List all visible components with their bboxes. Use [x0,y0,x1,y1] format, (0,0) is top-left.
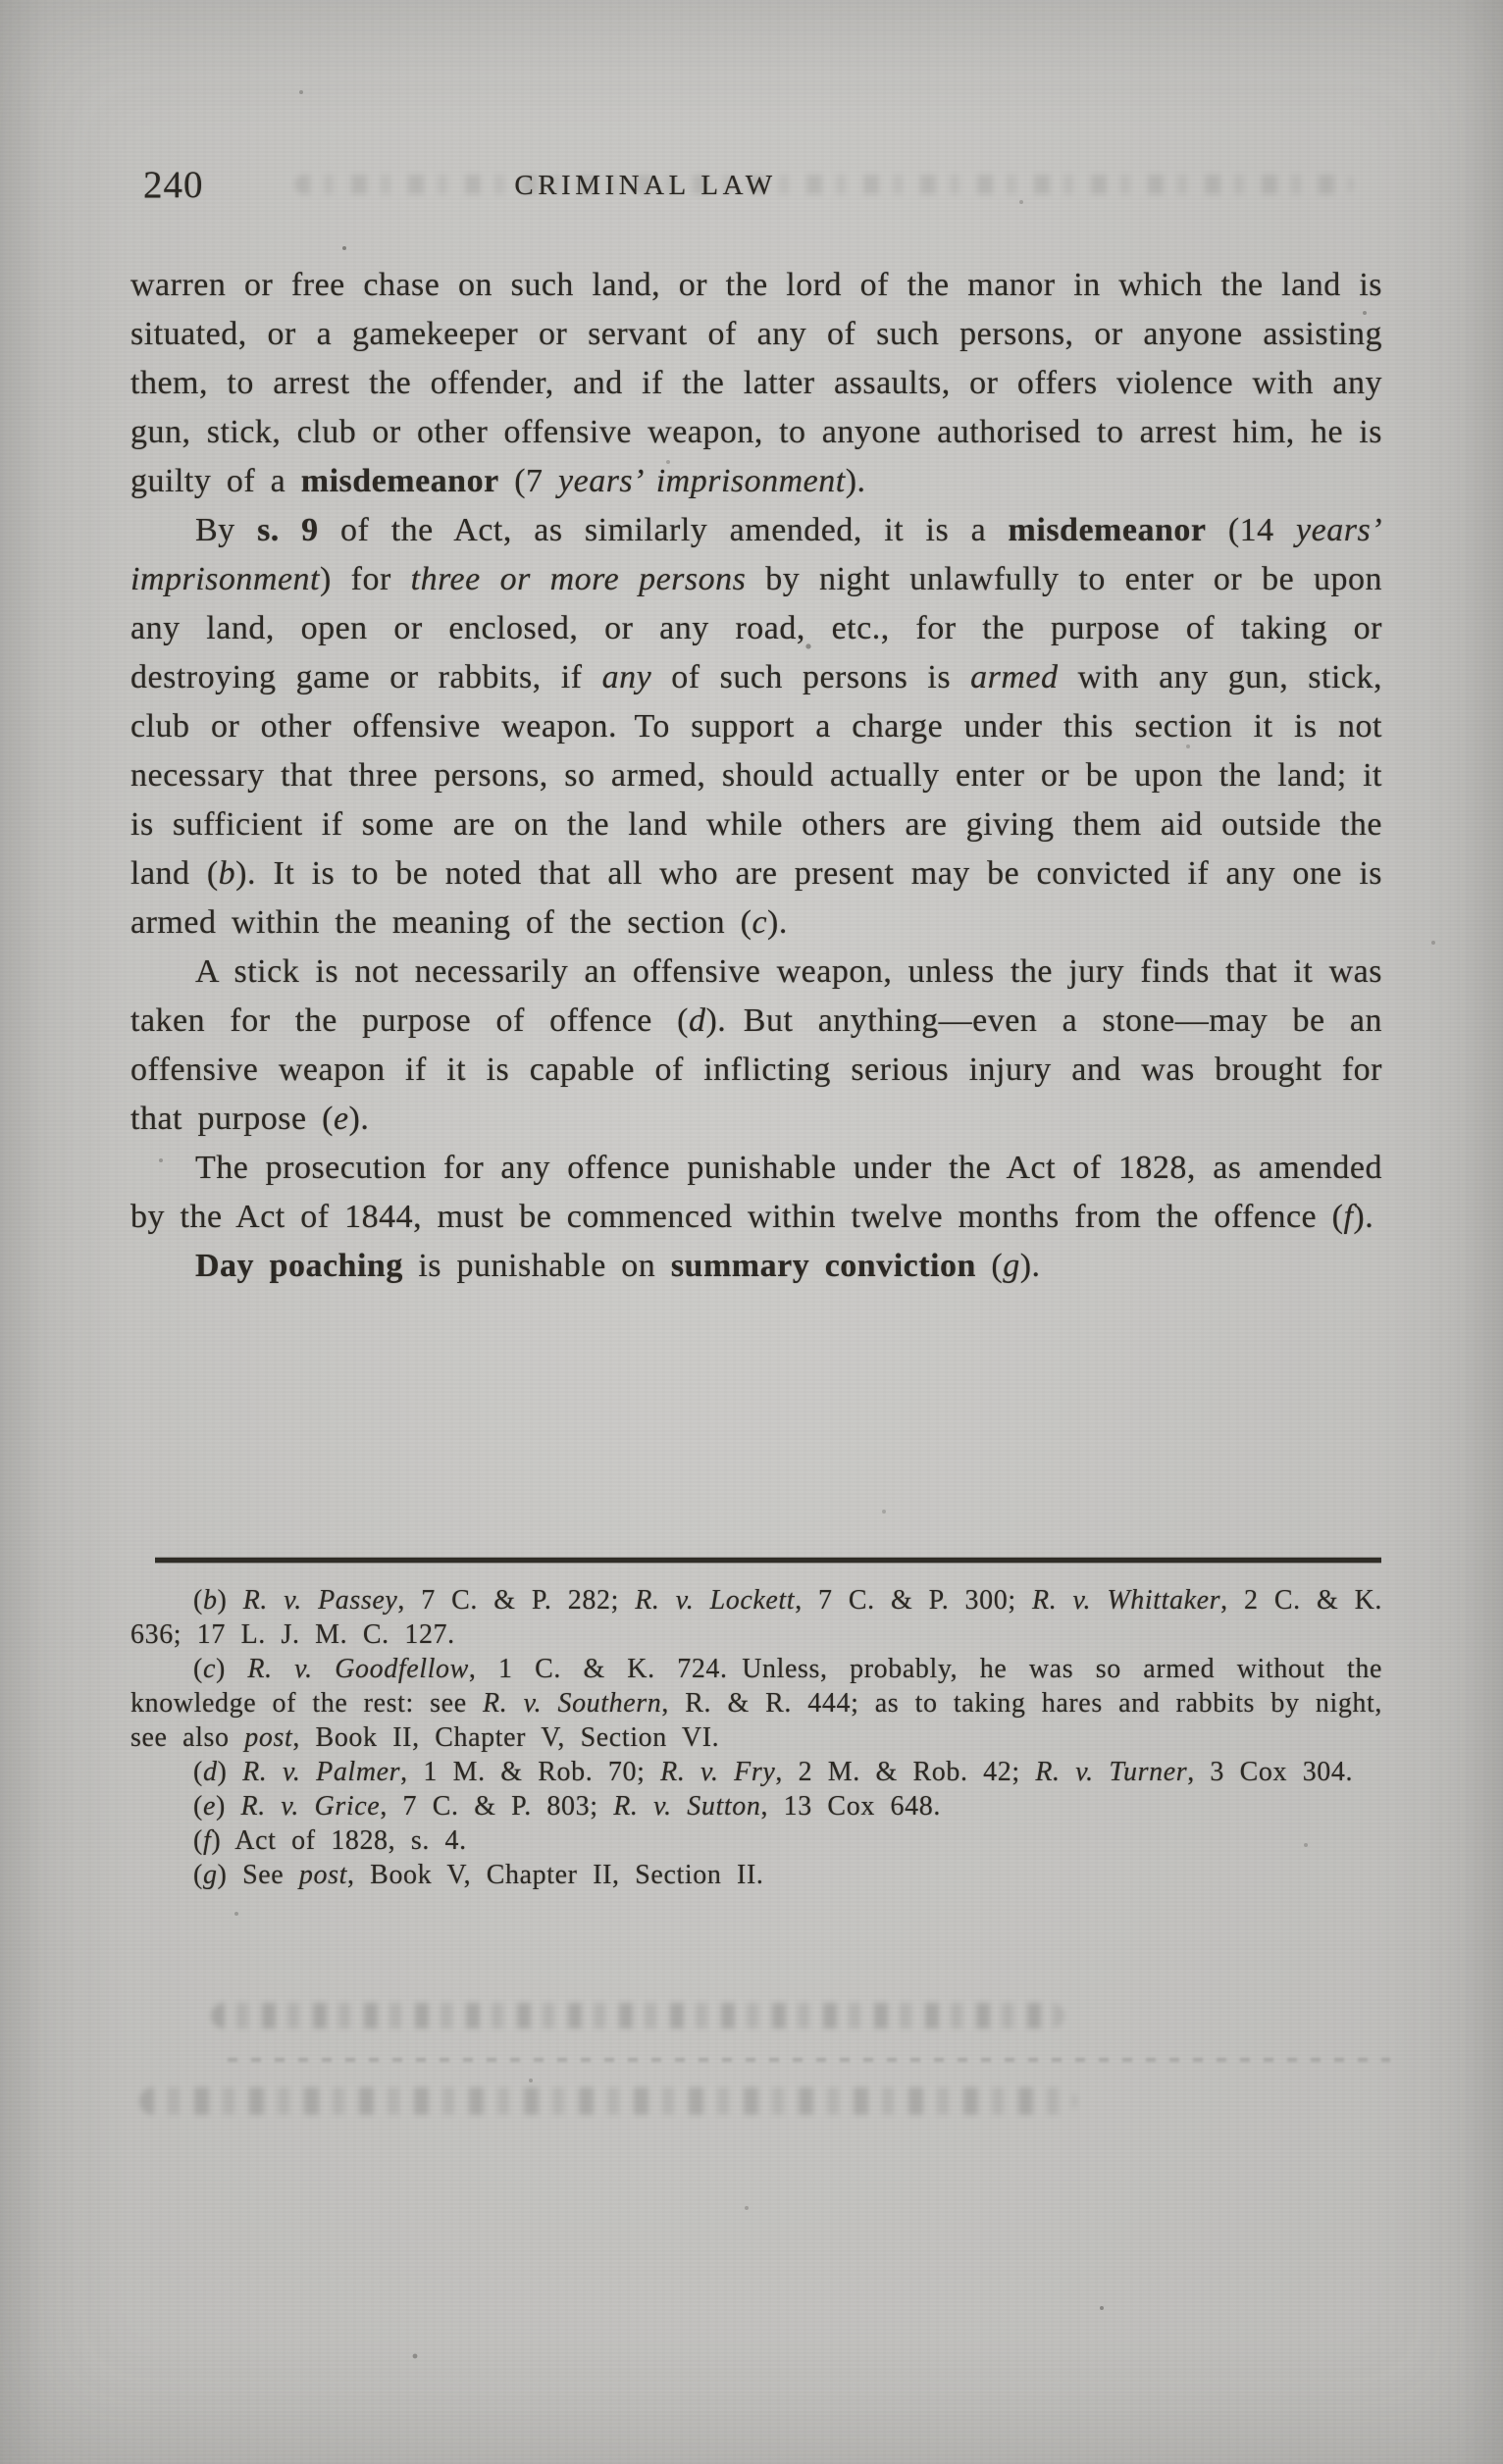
text-segment: ). [1353,1199,1374,1235]
bleed-through-mark [139,2087,1076,2115]
body-text [130,261,1382,1291]
text-segment: , 1 C. & K. 724. Unless, probably, he was so armed without the knowledge of the rest: see [130,1654,1382,1719]
text-segment: misdemeanor [300,463,499,499]
text-segment: ). [767,904,788,941]
text-segment: f [1343,1199,1354,1235]
text-segment: The prosecution for any offence punishable under the Act of 1828, as amended by the Act of 1844, must be commenced within twelve months from the offence ( [130,1150,1382,1235]
text-segment: R. v. Turner [1035,1757,1188,1787]
page-number: 240 [143,164,204,206]
footnote [130,1652,1382,1755]
text-segment: ). [1019,1248,1041,1284]
text-segment: (14 [1206,512,1297,548]
text-segment: , 7 C. & P. 282; [397,1585,636,1616]
text-segment: (7 [498,463,559,499]
text-segment: c [752,904,768,941]
text-segment: d [202,1757,218,1787]
text-segment: ( [975,1248,1004,1284]
paper-specks [0,0,2,2]
footnote [130,1823,1382,1858]
text-segment: b [202,1585,218,1616]
text-segment: , 7 C. & P. 803; [380,1791,614,1822]
text-segment: ( [193,1825,203,1856]
text-segment: of such persons is [651,659,971,695]
text-segment: R. v. Southern [483,1688,662,1719]
text-segment: e [333,1101,349,1137]
text-segment: , Book V, Chapter II, Section II. [346,1860,764,1890]
footnotes [130,1583,1382,1892]
bleed-through-mark [211,2003,1064,2028]
bleed-through-dotted-line [228,2058,1390,2062]
text-segment: , 3 Cox 304. [1187,1757,1354,1787]
text-segment: R. v. Lockett [635,1585,796,1616]
text-segment: with any gun, stick, club or other offensive weapon. To support a charge under this section it is not necessary that three persons, so armed, should actually enter or be upon the land; it is sufficient if some are on the land while others are giving them aid outside the land ( [130,659,1382,892]
text-segment: R. v. Sutton [613,1791,761,1822]
text-segment: ( [193,1757,203,1787]
text-segment: ) [215,1791,241,1822]
text-segment: ) [217,1757,243,1787]
text-segment: ). [348,1101,370,1137]
text-segment: ( [193,1654,203,1684]
bleed-through-mark [294,175,1354,194]
text-segment: warren or free chase on such land, or the lord of the manor in which the land is situated, or a gamekeeper or servant of any of such persons, or anyone assisting them, to arrest the offender, and if the latter assaults, or offers violence with any gun, stick, club or other offensive weapon, to anyone authorised to arrest him, he is guilty of a [130,267,1382,499]
text-segment: ( [193,1791,203,1822]
text-segment: , R. & R. 444; as to taking hares and rabbits by night, see also [130,1688,1382,1753]
footnote [130,1755,1382,1789]
text-segment: armed [970,659,1059,695]
text-segment: ) Act of 1828, s. 4. [211,1825,467,1856]
text-segment: , Book II, Chapter V, Section VI. [292,1722,720,1753]
text-segment: R. v. Goodfellow [247,1654,469,1684]
text-segment: three or more persons [410,561,747,597]
body-paragraph [130,1242,1382,1291]
text-segment: A stick is not necessarily an offensive weapon, unless the jury finds that it was taken for the purpose of offence ( [130,953,1382,1039]
text-segment: ). [845,463,866,499]
text-segment: R. v. Grice [240,1791,381,1822]
text-segment: , 7 C. & P. 300; [795,1585,1032,1616]
body-paragraph [130,506,1382,948]
text-segment: is punishable on [402,1248,671,1284]
text-segment: summary conviction [670,1248,976,1284]
body-paragraph [130,261,1382,506]
text-segment: , 2 C. & K. 636; 17 L. J. M. C. 127. [130,1585,1383,1650]
text-segment: post [298,1860,347,1890]
text-segment: years’ imprisonment [130,512,1383,597]
body-paragraph [130,1144,1382,1242]
running-header: CRIMINAL LAW [514,170,777,201]
text-segment: , 1 M. & Rob. 70; [400,1757,661,1787]
text-segment: R. v. Fry [660,1757,776,1787]
text-segment: , 13 Cox 648. [760,1791,941,1822]
text-segment: R. v. Palmer [242,1757,401,1787]
text-segment: by night unlawfully to enter or be upon any land, open or enclosed, or any road, etc., for the purpose of taking or destroying game or rabbits, if [130,561,1383,695]
text-segment: g [1003,1248,1020,1284]
text-segment: Day poaching [195,1248,403,1284]
text-segment: ) [217,1585,243,1616]
text-segment: any [601,659,652,695]
text-segment: ( [193,1585,203,1616]
text-segment: f [202,1825,212,1856]
text-segment: ) [215,1654,248,1684]
text-segment: ). But anything—even a stone—may be an offensive weapon if it is capable of inflicting serious injury and was brought for that purpose ( [130,1002,1382,1137]
text-segment: , 2 M. & Rob. 42; [775,1757,1036,1787]
text-segment: ) See [217,1860,299,1890]
text-segment: R. v. Whittaker [1031,1585,1221,1616]
text-segment: post [244,1722,293,1753]
text-segment: c [202,1654,216,1684]
body-paragraph [130,948,1382,1144]
text-segment: By [195,512,258,548]
text-segment: ) for [320,561,411,597]
text-segment: d [688,1002,706,1039]
text-segment: R. v. Passey [242,1585,398,1616]
text-segment: b [218,855,236,892]
text-segment: ( [193,1860,203,1890]
text-segment: g [202,1860,218,1890]
text-segment: years’ imprisonment [558,463,846,499]
footnote [130,1858,1382,1892]
footnote [130,1583,1382,1652]
footnote [130,1789,1382,1823]
text-segment: ). It is to be noted that all who are present may be convicted if any one is armed within the meaning of the section ( [130,855,1382,941]
text-segment: s. 9 [257,512,319,548]
footnote-divider-rule [155,1558,1381,1563]
text-segment: e [202,1791,216,1822]
text-segment: of the Act, as similarly amended, it is a [318,512,1009,548]
text-segment: misdemeanor [1008,512,1207,548]
